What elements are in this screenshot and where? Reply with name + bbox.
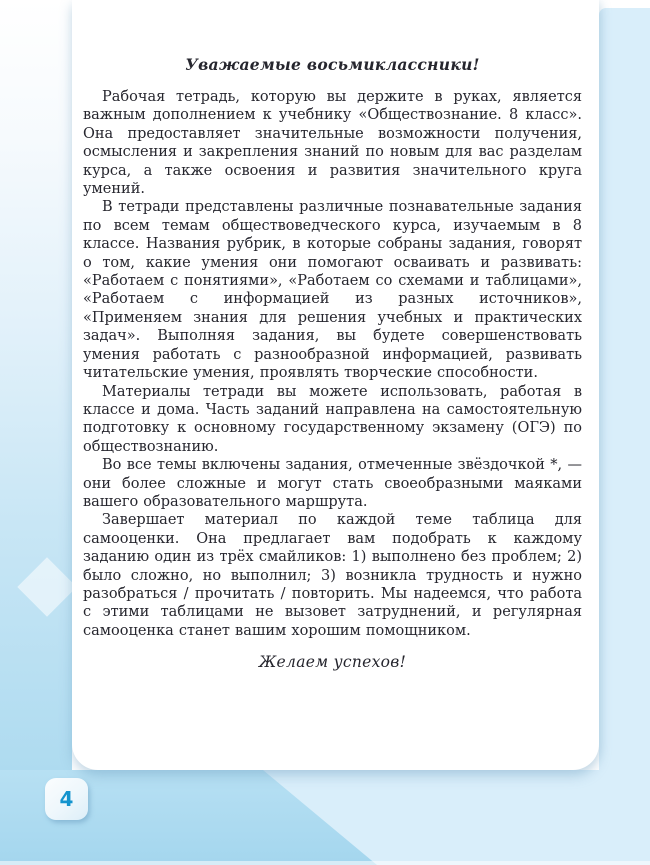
text-column	[72, 55, 599, 671]
diagonal-accent	[0, 770, 650, 865]
paragraph-1: Рабочая тетрадь, которую вы держите в руках, является важным дополнением к учебнику «Обществознание. 8 класс». Она предоставляет значительные возможности получения, осмысления и закрепления знаний по новым для вас разделам курса, а также освоения и развития значительного круга умений.	[83, 89, 582, 198]
closing-line: Желаем успехов!	[258, 653, 407, 672]
content-card	[72, 0, 599, 770]
page-heading: Уважаемые восьмиклассники!	[185, 55, 480, 74]
bottom-band	[0, 770, 650, 865]
page-number: 4	[59, 787, 74, 811]
paragraph-4: Во все темы включены задания, отмеченные звёздочкой *, — они более сложные и могут стать своеобразными маяками вашего образовательного маршрута.	[83, 457, 582, 510]
bottom-edge-highlight	[0, 861, 650, 865]
left-margin-strip	[0, 0, 72, 772]
paragraph-3: Материалы тетради вы можете использовать, работая в классе и дома. Часть заданий направлена на самостоятельную подготовку к основному государственному экзамену (ОГЭ) по обществознанию.	[83, 383, 582, 455]
paragraph-5: Завершает материал по каждой теме таблица для самооценки. Она предлагает вам подобрать к каждому заданию один из трёх смайликов: 1) выполнено без проблем; 2) было сложно, но выполнил; 3) возникла трудность и нужно разобраться / прочитать / повторить. Мы надеемся, что работа с этими таблицами не вызовет затруднений, и регулярная самооценка станет вашим хорошим помощником.	[83, 512, 582, 639]
right-margin-strip	[599, 8, 650, 865]
body-text	[83, 88, 582, 640]
diamond-decoration	[17, 557, 76, 616]
page-number-badge	[45, 778, 88, 820]
paragraph-2: В тетради представлены различные познавательные задания по всем темам обществоведческого курса, изучаемым в 8 классе. Названия рубрик, в которые собраны задания, говорят о том, какие умения они помогают осваивать и развивать: «Работаем с понятиями», «Работаем со схемами и таблицами», «Работаем с информацией из разных источников», «Применяем знания для решения учебных и практических задач». Выполняя задания, вы будете совершенствовать умения работать с разнообразной информацией, развивать читательские умения, проявлять творческие способности.	[83, 199, 582, 382]
